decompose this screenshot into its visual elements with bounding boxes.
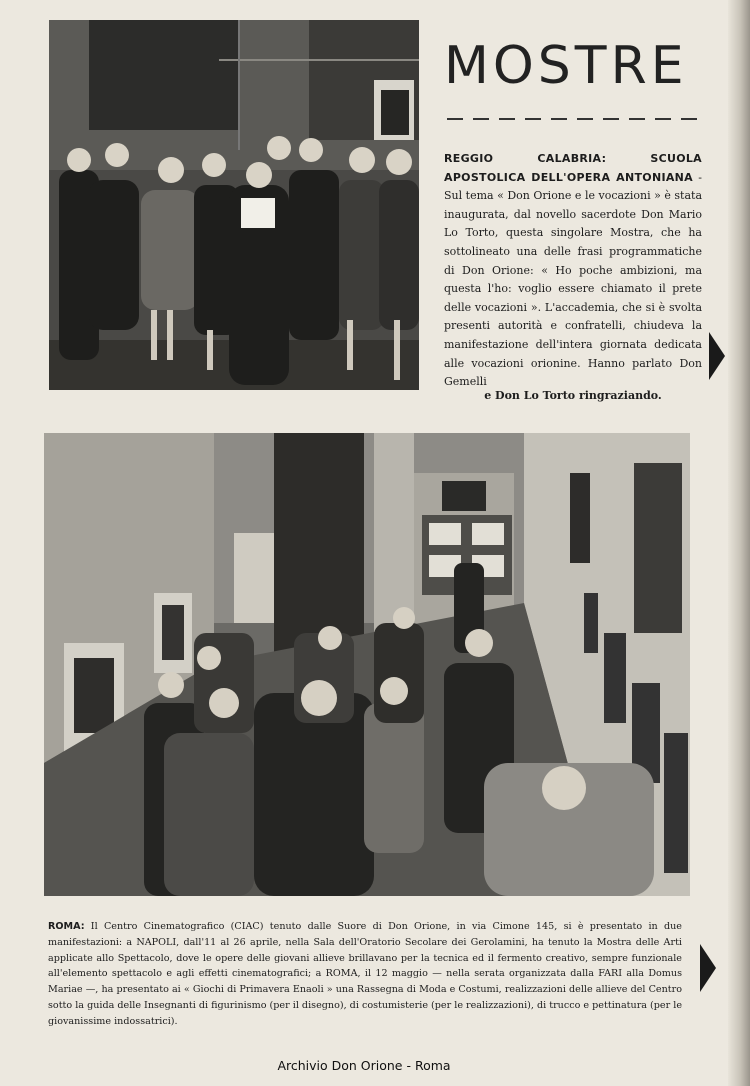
bottom-caption [48,919,682,1030]
top-caption-lead: REGGIO CALABRIA: SCUOLA APOSTOLICA DELL'OPERA ANTONIANA [444,152,702,184]
archive-footer: Archivio Don Orione - Roma [277,1058,451,1073]
group-photo [49,20,419,390]
arrow-right-icon [700,944,716,992]
arrow-right-icon [709,332,725,380]
title-dashed-rule [447,118,697,120]
bottom-caption-lead: ROMA: [48,921,85,932]
exhibition-photo [44,433,690,896]
page-edge-shadow [728,0,750,1086]
top-caption [444,150,702,392]
page-title: MOSTRE [444,36,688,96]
top-caption-body: - Sul tema « Don Orione e le vocazioni » è stata inaugurata, dal novello sacerdote Don Mario Lo Torto, questa singolare Mostra, che ha sottolineato una delle frasi programmatiche di Don Orione: « Ho poche ambizioni, ma questa l'ho: voglio essere chiamato il prete delle vocazioni ». L'accademia, che si è svolta presenti autorità e confratelli, chiudeva la manifestazione dell'intera giornata dedicata alle vocazioni orionine. Hanno parlato Don Gemelli [444,170,702,389]
top-caption-signoff: e Don Lo Torto ringraziando. [484,389,662,402]
bottom-caption-body: Il Centro Cinematografico (CIAC) tenuto dalle Suore di Don Orione, in via Cimone 145, si è presentato in due manifestazioni: a NAPOLI, dall'11 al 26 aprile, nella Sala dell'Oratorio Secolare dei Gerolamini, ha tenuto la Mostra delle Arti applicate allo Spettacolo, dove le opere delle giovani allieve brillavano per la tecnica ed il fermento creativo, sempre funzionale all'elemento spettacolo e agli effetti cinematografici; a ROMA, il 12 maggio — nella serata organizzata dalla FARI alla Domus Mariae —, ha presentato ai « Giochi di Primavera Enaoli » una Rassegna di Moda e Costumi, realizzazioni delle allieve del Centro sotto la guida delle Insegnanti di figurinismo (per il disegno), di costumisterie (per le realizzazioni), di trucco e pettinatura (per le giovanissime indossatrici). [48,921,682,1027]
